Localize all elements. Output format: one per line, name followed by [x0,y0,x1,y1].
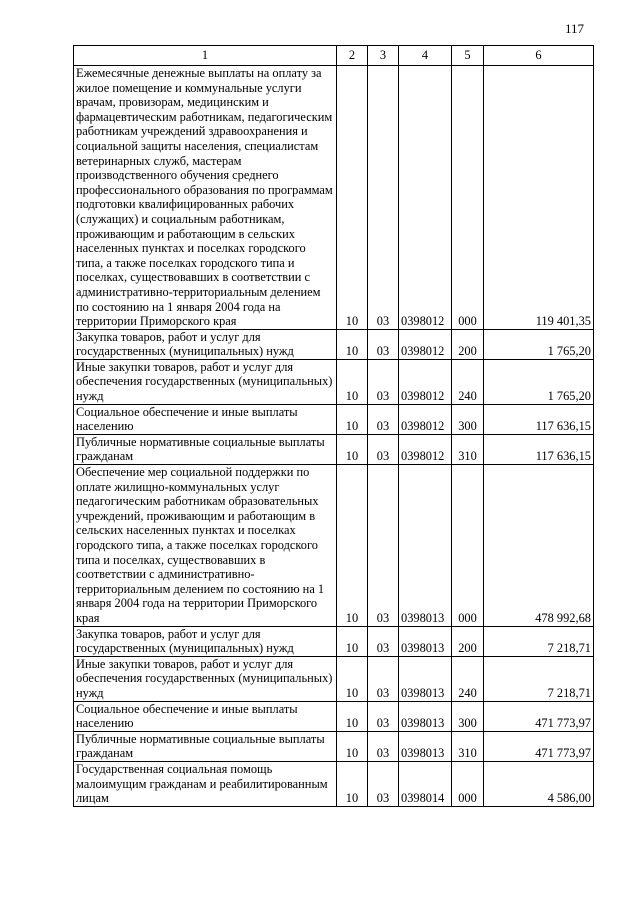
row-description: Закупка товаров, работ и услуг для государственных (муниципальных) нужд [74,626,337,656]
table-row [74,404,594,434]
row-subsection: 03 [368,404,399,434]
table-row [74,465,594,627]
table-row [74,329,594,359]
row-subsection: 03 [368,701,399,731]
row-expense-type: 000 [452,761,484,806]
row-subsection: 03 [368,66,399,330]
row-subsection: 03 [368,434,399,464]
row-amount: 4 586,00 [484,761,594,806]
row-description: Государственная социальная помощь малоимущим гражданам и реабилитированным лицам [74,761,337,806]
row-amount: 1 765,20 [484,329,594,359]
row-amount: 7 218,71 [484,656,594,701]
row-expense-type: 200 [452,329,484,359]
row-subsection: 03 [368,465,399,627]
row-target-article: 0398013 [399,626,452,656]
row-description: Публичные нормативные социальные выплаты гражданам [74,434,337,464]
row-description: Обеспечение мер социальной поддержки по оплате жилищно-коммунальных услуг педагогическим работникам образовательных учреждений, проживающим и работающим в сельских населенных пунктах и поселках городского типа, а также поселках городского типа и поселках, существовавших в соответствии с административно-территориальным делением по состоянию на 1 января 2004 года на территории Приморского края [74,465,337,627]
row-subsection: 03 [368,761,399,806]
header-cell: 2 [337,46,368,66]
row-subsection: 03 [368,359,399,404]
table-row [74,359,594,404]
row-target-article: 0398013 [399,731,452,761]
row-section: 10 [337,434,368,464]
table-row [74,66,594,330]
table-row [74,656,594,701]
row-section: 10 [337,656,368,701]
row-subsection: 03 [368,656,399,701]
row-description: Иные закупки товаров, работ и услуг для обеспечения государственных (муниципальных) нужд [74,656,337,701]
row-target-article: 0398013 [399,701,452,731]
row-section: 10 [337,465,368,627]
table-row [74,731,594,761]
row-amount: 117 636,15 [484,404,594,434]
row-section: 10 [337,404,368,434]
row-target-article: 0398014 [399,761,452,806]
row-section: 10 [337,701,368,731]
row-amount: 117 636,15 [484,434,594,464]
row-expense-type: 300 [452,404,484,434]
row-amount: 7 218,71 [484,626,594,656]
table-row [74,701,594,731]
row-description: Иные закупки товаров, работ и услуг для обеспечения государственных (муниципальных) нужд [74,359,337,404]
row-expense-type: 310 [452,731,484,761]
row-section: 10 [337,66,368,330]
header-cell: 6 [484,46,594,66]
row-section: 10 [337,731,368,761]
row-expense-type: 000 [452,465,484,627]
header-cell: 5 [452,46,484,66]
row-amount: 478 992,68 [484,465,594,627]
table-row [74,761,594,806]
row-description: Социальное обеспечение и иные выплаты населению [74,701,337,731]
row-target-article: 0398012 [399,66,452,330]
row-subsection: 03 [368,626,399,656]
row-description: Ежемесячные денежные выплаты на оплату за жилое помещение и коммунальные услуги врачам, провизорам, медицинским и фармацевтическим работникам, педагогическим работникам учреждений здравоохранения и социальной защиты населения, специалистам ветеринарных служб, мастерам производственного обучения среднего профессионального образования по программам подготовки квалифицированных рабочих (служащих) и социальным работникам, проживающим и работающим в сельских населенных пунктах и поселках городского типа, а также поселках городского типа и поселках, существовавших в соответствии с административно-территориальным делением по состоянию на 1 января 2004 года на территории Приморского края [74,66,337,330]
row-amount: 471 773,97 [484,731,594,761]
header-cell: 3 [368,46,399,66]
header-cell: 1 [74,46,337,66]
row-expense-type: 240 [452,359,484,404]
row-subsection: 03 [368,731,399,761]
row-section: 10 [337,359,368,404]
row-expense-type: 300 [452,701,484,731]
row-expense-type: 200 [452,626,484,656]
row-target-article: 0398013 [399,656,452,701]
row-target-article: 0398012 [399,434,452,464]
row-expense-type: 000 [452,66,484,330]
row-expense-type: 310 [452,434,484,464]
row-target-article: 0398012 [399,359,452,404]
row-section: 10 [337,626,368,656]
table-header-row [74,46,594,66]
row-target-article: 0398013 [399,465,452,627]
row-section: 10 [337,329,368,359]
row-description: Публичные нормативные социальные выплаты гражданам [74,731,337,761]
budget-table [73,45,594,807]
row-amount: 119 401,35 [484,66,594,330]
table-row [74,626,594,656]
row-target-article: 0398012 [399,404,452,434]
row-subsection: 03 [368,329,399,359]
table-row [74,434,594,464]
row-target-article: 0398012 [399,329,452,359]
page-number: 117 [565,21,585,36]
row-amount: 1 765,20 [484,359,594,404]
row-amount: 471 773,97 [484,701,594,731]
row-section: 10 [337,761,368,806]
row-description: Закупка товаров, работ и услуг для государственных (муниципальных) нужд [74,329,337,359]
row-description: Социальное обеспечение и иные выплаты населению [74,404,337,434]
header-cell: 4 [399,46,452,66]
row-expense-type: 240 [452,656,484,701]
